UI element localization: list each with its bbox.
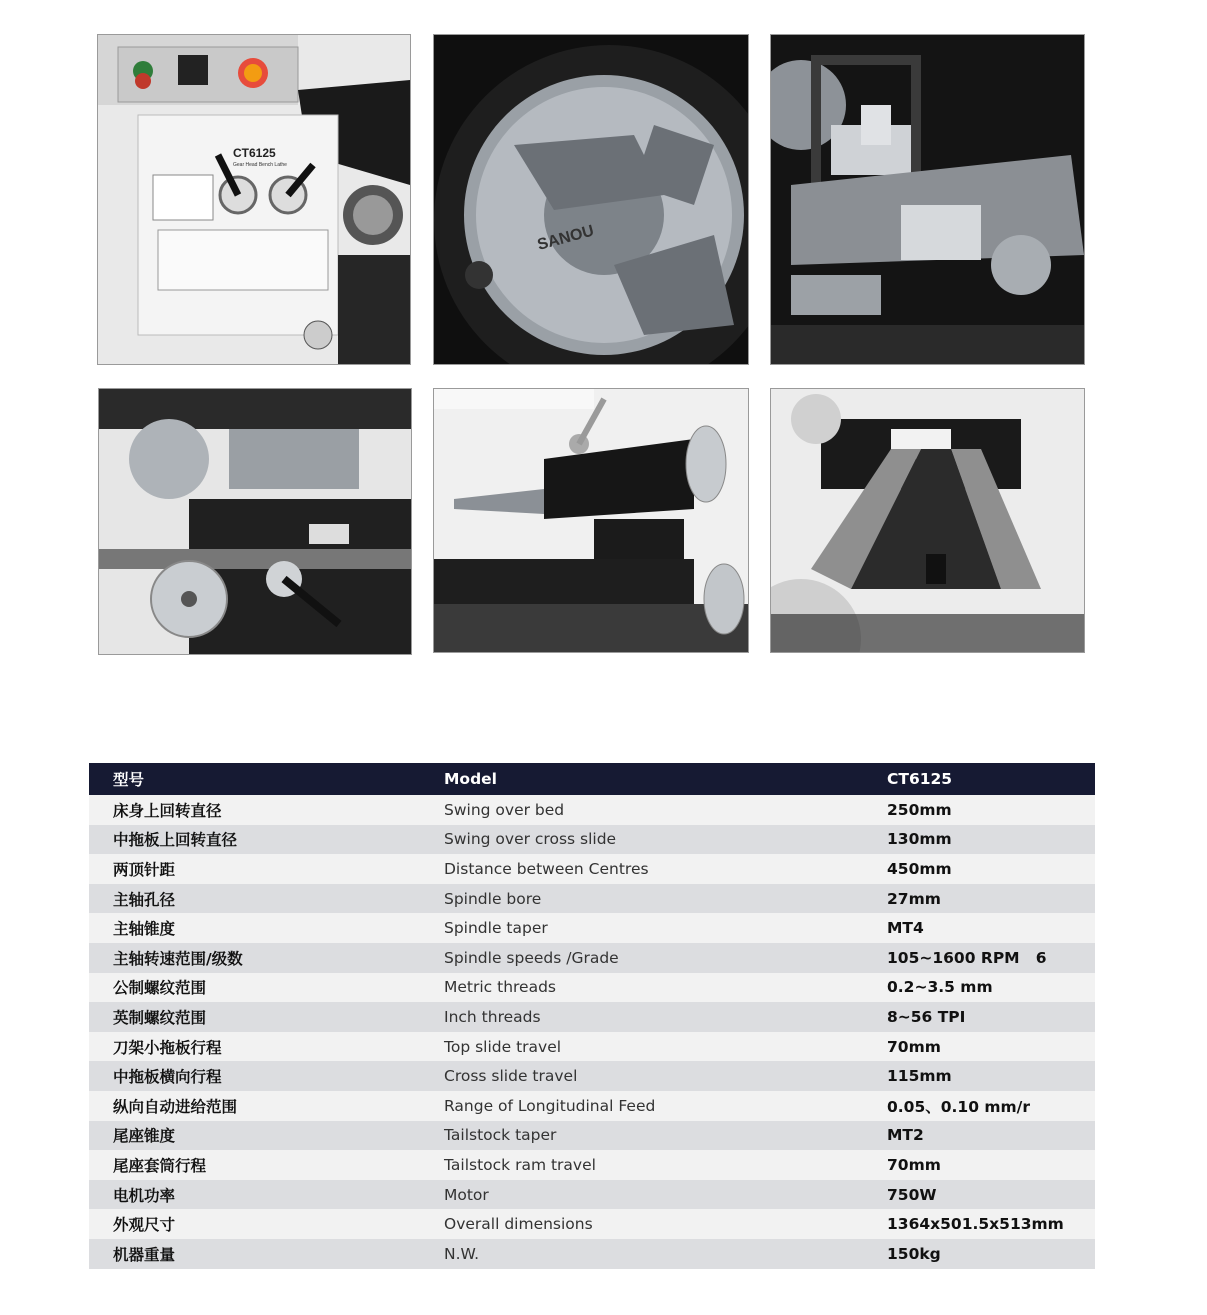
table-row (89, 943, 1095, 973)
spec-en: Spindle speeds /Grade (442, 943, 885, 973)
spec-en: Swing over bed (442, 795, 885, 825)
spec-table (89, 763, 1095, 1269)
spec-value: 8~56 TPI (885, 1002, 1095, 1032)
spec-en: Spindle bore (442, 884, 885, 914)
header-cn: 型号 (89, 763, 442, 795)
spec-cn: 纵向自动进给范围 (89, 1091, 442, 1121)
table-row (89, 1121, 1095, 1151)
toolpost-carriage-photo (770, 34, 1085, 365)
spec-cn: 尾座锥度 (89, 1121, 442, 1151)
spec-cn: 主轴锥度 (89, 913, 442, 943)
spec-cn: 中拖板上回转直径 (89, 825, 442, 855)
spec-value: 0.2~3.5 mm (885, 973, 1095, 1003)
spec-cn: 尾座套筒行程 (89, 1150, 442, 1180)
panel-subtitle-text: Gear Head Bench Lathe (233, 162, 287, 168)
spec-en: Distance between Centres (442, 854, 885, 884)
spec-cn: 机器重量 (89, 1239, 442, 1269)
spec-value: 105~1600 RPM 6 (885, 943, 1095, 973)
spec-cn: 床身上回转直径 (89, 795, 442, 825)
spec-cn: 电机功率 (89, 1180, 442, 1210)
spec-cn: 中拖板横向行程 (89, 1061, 442, 1091)
table-row (89, 1091, 1095, 1121)
chuck-label-text: SANOU (535, 222, 596, 254)
spec-cn: 英制螺纹范围 (89, 1002, 442, 1032)
spec-value: 115mm (885, 1061, 1095, 1091)
spec-cn: 公制螺纹范围 (89, 973, 442, 1003)
spec-value: MT2 (885, 1121, 1095, 1151)
spec-cn: 两顶针距 (89, 854, 442, 884)
tailstock-photo (433, 388, 749, 653)
table-row (89, 1180, 1095, 1210)
spec-value: 70mm (885, 1150, 1095, 1180)
spec-en: Tailstock ram travel (442, 1150, 885, 1180)
apron-handwheel-photo (98, 388, 412, 655)
table-row (89, 1032, 1095, 1062)
table-row (89, 1061, 1095, 1091)
spec-value: 0.05、0.10 mm/r (885, 1091, 1095, 1121)
spec-en: Spindle taper (442, 913, 885, 943)
spec-en: Inch threads (442, 1002, 885, 1032)
spec-value: MT4 (885, 913, 1095, 943)
table-row (89, 1002, 1095, 1032)
spec-value: 1364x501.5x513mm (885, 1209, 1095, 1239)
header-en: Model (442, 763, 885, 795)
spec-en: Swing over cross slide (442, 825, 885, 855)
panel-brand-text: CT6125 (233, 146, 276, 160)
spec-en: Top slide travel (442, 1032, 885, 1062)
table-row (89, 1239, 1095, 1269)
table-row (89, 825, 1095, 855)
spec-en: N.W. (442, 1239, 885, 1269)
spec-cn: 主轴转速范围/级数 (89, 943, 442, 973)
bed-ways-photo (770, 388, 1085, 653)
spec-en: Tailstock taper (442, 1121, 885, 1151)
header-value: CT6125 (885, 763, 1095, 795)
table-row (89, 1209, 1095, 1239)
control-panel-photo (97, 34, 411, 365)
spec-value: 27mm (885, 884, 1095, 914)
chuck-photo (433, 34, 749, 365)
table-row (89, 854, 1095, 884)
spec-en: Range of Longitudinal Feed (442, 1091, 885, 1121)
spec-en: Cross slide travel (442, 1061, 885, 1091)
spec-cn: 主轴孔径 (89, 884, 442, 914)
spec-value: 450mm (885, 854, 1095, 884)
spec-value: 250mm (885, 795, 1095, 825)
spec-cn: 外观尺寸 (89, 1209, 442, 1239)
spec-en: Metric threads (442, 973, 885, 1003)
table-row (89, 1150, 1095, 1180)
spec-cn: 刀架小拖板行程 (89, 1032, 442, 1062)
spec-value: 130mm (885, 825, 1095, 855)
table-row (89, 913, 1095, 943)
spec-en: Motor (442, 1180, 885, 1210)
table-row (89, 884, 1095, 914)
spec-value: 70mm (885, 1032, 1095, 1062)
spec-value: 150kg (885, 1239, 1095, 1269)
table-row (89, 795, 1095, 825)
spec-en: Overall dimensions (442, 1209, 885, 1239)
spec-value: 750W (885, 1180, 1095, 1210)
table-row (89, 973, 1095, 1003)
spec-header-row (89, 763, 1095, 795)
